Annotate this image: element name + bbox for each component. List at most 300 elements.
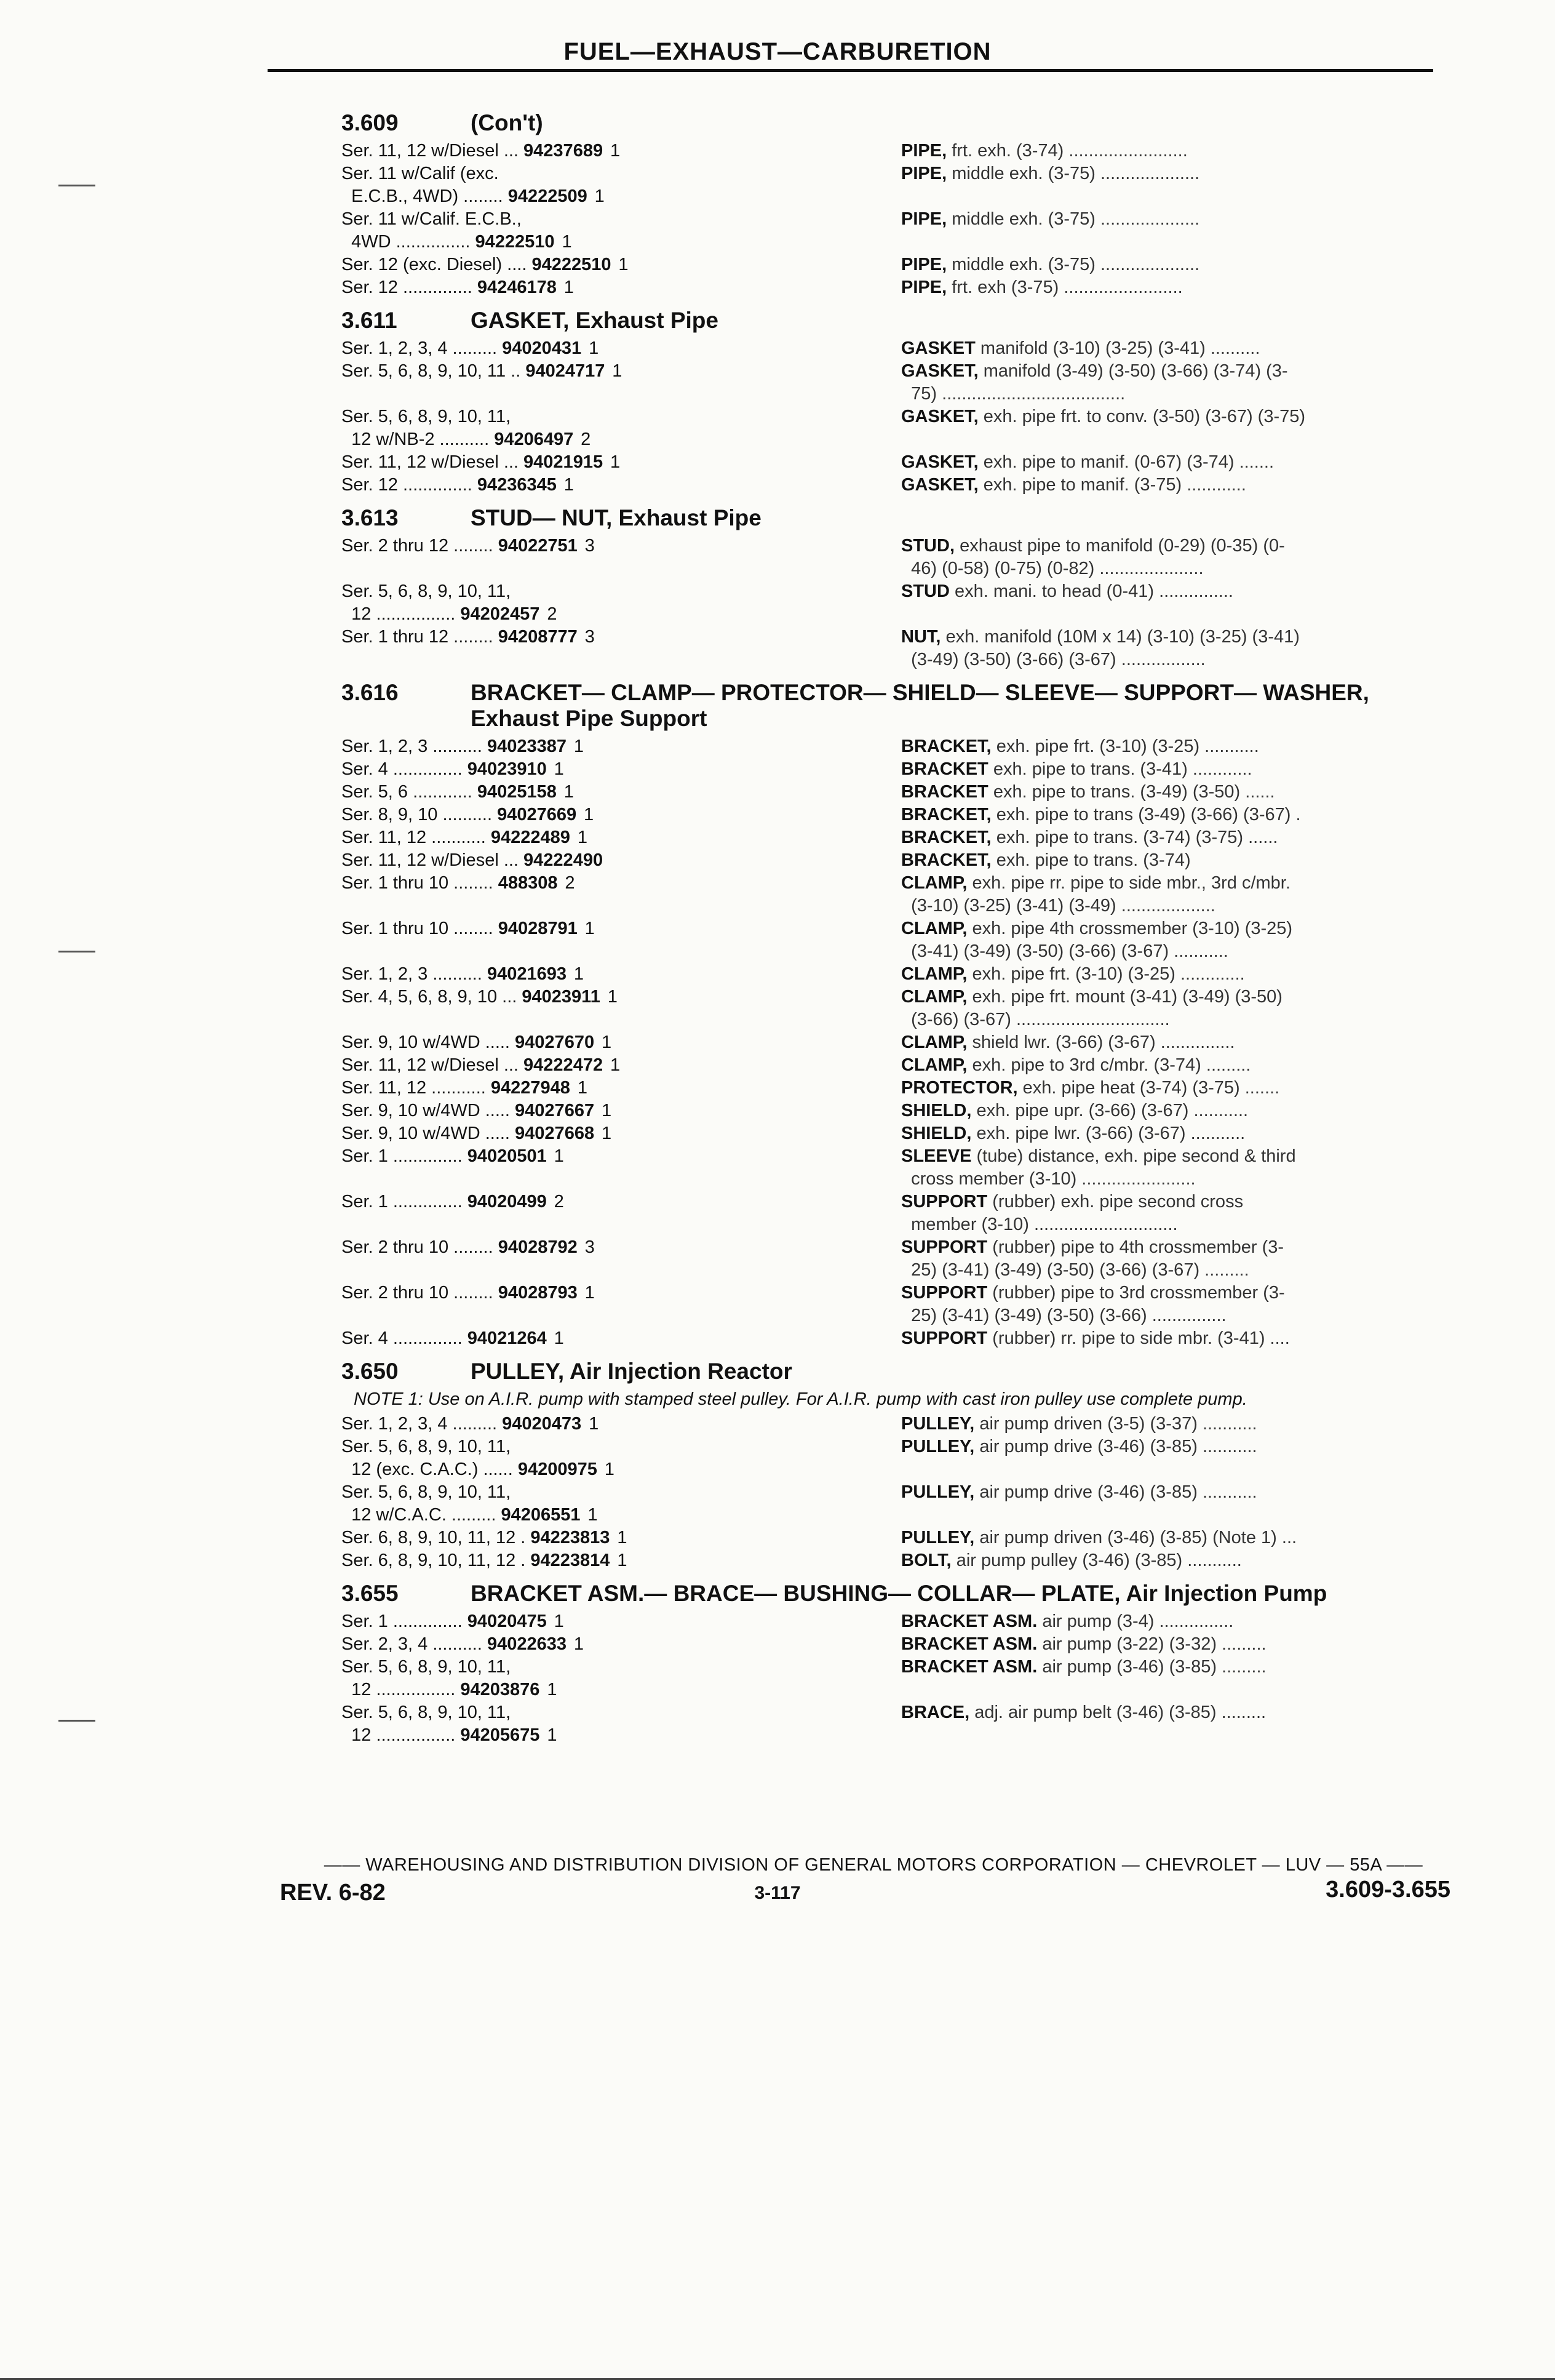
- part-name: CLAMP,: [901, 873, 968, 893]
- part-description: [901, 1413, 1442, 1436]
- description-text: air pump drive (3-46) (3-85) ...........: [979, 1437, 1257, 1456]
- part-name: PULLEY,: [901, 1528, 975, 1547]
- description-text: exh. pipe to trans. (3-41) ............: [993, 759, 1252, 779]
- part-applicability: [341, 963, 901, 986]
- part-number: 94200975: [517, 1460, 597, 1479]
- part-name: PULLEY,: [901, 1414, 975, 1434]
- description-text: air pump pulley (3-46) (3-85) ...........: [956, 1551, 1242, 1570]
- part-name: BRACKET: [901, 759, 988, 779]
- part-applicability: [341, 804, 901, 826]
- applicability-line: [341, 872, 901, 895]
- part-number: 94021264: [467, 1328, 547, 1348]
- part-row: [341, 1481, 1442, 1527]
- description-line: [901, 405, 1436, 428]
- quantity: 1: [577, 1078, 587, 1098]
- description-line: [901, 1527, 1436, 1549]
- part-number: 94028793: [498, 1283, 578, 1303]
- part-applicability: [341, 474, 901, 497]
- description-text: (3-66) (3-67) ...............................: [901, 1010, 1170, 1029]
- part-name: SUPPORT: [901, 1328, 988, 1348]
- part-row: [341, 580, 1442, 626]
- parts-catalog: [341, 102, 1442, 1747]
- description-line: [901, 383, 1436, 405]
- part-applicability: [341, 781, 901, 804]
- part-row: [341, 626, 1442, 671]
- quantity: 1: [573, 1634, 584, 1654]
- part-applicability: [341, 1054, 901, 1077]
- section-title: STUD— NUT, Exhaust Pipe: [471, 505, 762, 530]
- description-line: [901, 1633, 1436, 1656]
- series-text: Ser. 8, 9, 10 ..........: [341, 805, 498, 825]
- section-heading: [341, 308, 1442, 333]
- part-row: [341, 917, 1442, 963]
- series-text: Ser. 4, 5, 6, 8, 9, 10 ...: [341, 987, 522, 1007]
- quantity: 1: [547, 1680, 557, 1699]
- series-text: Ser. 9, 10 w/4WD .....: [341, 1032, 515, 1052]
- part-row: [341, 474, 1442, 497]
- description-text: air pump drive (3-46) (3-85) ...........: [979, 1482, 1257, 1502]
- series-text: Ser. 11, 12 w/Diesel ...: [341, 452, 524, 472]
- part-name: GASKET,: [901, 407, 979, 426]
- description-text: middle exh. (3-75) ....................: [952, 255, 1200, 274]
- part-applicability: [341, 1413, 901, 1436]
- part-applicability: [341, 535, 901, 580]
- applicability-line: [341, 231, 901, 254]
- applicability-line: [341, 1504, 901, 1527]
- part-description: [901, 1077, 1442, 1100]
- part-row: [341, 1656, 1442, 1701]
- description-line: [901, 1077, 1436, 1100]
- part-name: GASKET,: [901, 361, 979, 381]
- description-line: [901, 1191, 1436, 1213]
- quantity: 1: [584, 919, 595, 938]
- part-applicability: [341, 1481, 901, 1527]
- part-description: [901, 1100, 1442, 1122]
- description-text: (3-49) (3-50) (3-66) (3-67) .................: [901, 650, 1206, 669]
- part-number: 94023387: [487, 737, 567, 756]
- applicability-line: [341, 1610, 901, 1633]
- applicability-line: [341, 1436, 901, 1458]
- quantity: 1: [584, 1283, 595, 1303]
- part-description: [901, 360, 1442, 405]
- applicability-line: [341, 1282, 901, 1304]
- series-text: Ser. 2, 3, 4 ..........: [341, 1634, 487, 1654]
- description-text: exh. pipe upr. (3-66) (3-67) ...........: [976, 1101, 1249, 1120]
- series-text: Ser. 12 ..............: [341, 475, 477, 495]
- description-line: [901, 1008, 1436, 1031]
- series-text: Ser. 5, 6, 8, 9, 10, 11,: [341, 1482, 511, 1502]
- part-applicability: [341, 140, 901, 162]
- description-line: [901, 1481, 1436, 1504]
- part-name: PIPE,: [901, 255, 947, 274]
- description-line: [901, 917, 1436, 940]
- quantity: 3: [584, 1237, 595, 1257]
- part-number: 94027670: [515, 1032, 595, 1052]
- description-line: [901, 140, 1436, 162]
- series-text: Ser. 9, 10 w/4WD .....: [341, 1124, 515, 1143]
- part-applicability: [341, 1633, 901, 1656]
- description-text: exh. manifold (10M x 14) (3-10) (3-25) (3-41): [945, 627, 1300, 647]
- description-line: [901, 626, 1436, 649]
- quantity: 1: [610, 452, 621, 472]
- quantity: 1: [554, 759, 564, 779]
- part-name: BRACKET ASM.: [901, 1611, 1038, 1631]
- part-description: [901, 826, 1442, 849]
- description-text: manifold (3-49) (3-50) (3-66) (3-74) (3-: [983, 361, 1288, 381]
- description-line: [901, 535, 1436, 557]
- part-number: 94222490: [523, 850, 603, 870]
- quantity: 1: [554, 1328, 564, 1348]
- quantity: 1: [587, 1505, 598, 1525]
- quantity: 2: [554, 1192, 564, 1212]
- series-text: Ser. 1 ..............: [341, 1146, 467, 1166]
- description-line: [901, 1413, 1436, 1436]
- part-applicability: [341, 917, 901, 963]
- quantity: 1: [612, 361, 622, 381]
- description-text: (3-10) (3-25) (3-41) (3-49) ...................: [901, 896, 1215, 916]
- part-number: 94222472: [523, 1055, 603, 1075]
- applicability-line: [341, 986, 901, 1008]
- part-description: [901, 1633, 1442, 1656]
- quantity: 1: [554, 1611, 564, 1631]
- series-text: Ser. 11, 12 w/Diesel ...: [341, 141, 524, 161]
- section-heading: [341, 1359, 1442, 1384]
- part-applicability: [341, 872, 901, 917]
- part-description: [901, 849, 1442, 872]
- part-applicability: [341, 1701, 901, 1747]
- series-text: Ser. 2 thru 10 ........: [341, 1283, 498, 1303]
- quantity: 1: [563, 475, 574, 495]
- quantity: 1: [617, 1551, 627, 1570]
- quantity: 2: [565, 873, 575, 893]
- section-title: PULLEY, Air Injection Reactor: [471, 1359, 792, 1384]
- part-description: [901, 140, 1442, 162]
- quantity: 1: [573, 964, 584, 984]
- series-text: Ser. 4 ..............: [341, 759, 467, 779]
- part-number: 94027668: [515, 1124, 595, 1143]
- part-description: [901, 758, 1442, 781]
- part-name: BRACKET,: [901, 850, 992, 870]
- description-line: [901, 1122, 1436, 1145]
- part-number: 94020431: [502, 338, 582, 358]
- part-name: SUPPORT: [901, 1192, 988, 1212]
- part-applicability: [341, 826, 901, 849]
- part-row: [341, 1610, 1442, 1633]
- part-description: [901, 781, 1442, 804]
- part-name: BRACKET,: [901, 805, 992, 825]
- catalog-section: [341, 680, 1442, 1350]
- description-text: exh. pipe frt. (3-10) (3-25) .............: [972, 964, 1245, 984]
- applicability-line: [341, 1122, 901, 1145]
- series-text: Ser. 11, 12 w/Diesel ...: [341, 1055, 524, 1075]
- part-number: 94222509: [507, 186, 587, 206]
- applicability-line: [341, 1054, 901, 1077]
- part-applicability: [341, 162, 901, 208]
- part-applicability: [341, 1610, 901, 1633]
- part-number: 94223814: [530, 1551, 610, 1570]
- description-line: [901, 557, 1436, 580]
- part-row: [341, 735, 1442, 758]
- part-number: 94223813: [530, 1528, 610, 1547]
- description-text: 25) (3-41) (3-49) (3-50) (3-66) (3-67) .........: [901, 1260, 1249, 1280]
- part-applicability: [341, 1031, 901, 1054]
- part-number: 94205675: [460, 1725, 540, 1745]
- part-description: [901, 1122, 1442, 1145]
- part-row: [341, 1527, 1442, 1549]
- section-heading: [341, 110, 1442, 136]
- applicability-line: [341, 735, 901, 758]
- part-applicability: [341, 986, 901, 1031]
- description-line: [901, 940, 1436, 963]
- description-text: manifold (3-10) (3-25) (3-41) ..........: [980, 338, 1260, 358]
- description-text: exh. pipe to trans. (3-74): [996, 850, 1191, 870]
- description-line: [901, 735, 1436, 758]
- part-name: SUPPORT: [901, 1283, 988, 1303]
- part-applicability: [341, 337, 901, 360]
- applicability-line: [341, 535, 901, 557]
- series-text: 12 (exc. C.A.C.) ......: [341, 1460, 518, 1479]
- section-number: 3.650: [341, 1359, 399, 1384]
- part-name: STUD: [901, 581, 950, 601]
- description-text: exh. pipe frt. mount (3-41) (3-49) (3-50): [972, 987, 1283, 1007]
- quantity: 1: [610, 1055, 621, 1075]
- part-name: SHIELD,: [901, 1101, 972, 1120]
- part-number: 94020475: [467, 1611, 547, 1631]
- part-description: [901, 535, 1442, 580]
- part-description: [901, 1436, 1442, 1481]
- applicability-line: [341, 1527, 901, 1549]
- series-text: Ser. 1, 2, 3 ..........: [341, 964, 487, 984]
- part-number: 94028792: [498, 1237, 578, 1257]
- description-line: [901, 1145, 1436, 1168]
- quantity: 1: [577, 828, 587, 847]
- part-description: [901, 208, 1442, 254]
- description-line: [901, 474, 1436, 497]
- series-text: Ser. 1 thru 10 ........: [341, 873, 498, 893]
- description-text: exh. pipe rr. pipe to side mbr., 3rd c/mbr.: [972, 873, 1291, 893]
- series-text: Ser. 1, 2, 3, 4 .........: [341, 338, 503, 358]
- series-text: Ser. 1, 2, 3 ..........: [341, 737, 487, 756]
- part-row: [341, 963, 1442, 986]
- part-number: 94236345: [477, 475, 557, 495]
- applicability-line: [341, 1077, 901, 1100]
- part-description: [901, 1031, 1442, 1054]
- description-line: [901, 963, 1436, 986]
- part-name: NUT,: [901, 627, 941, 647]
- description-text: exh. pipe frt. (3-10) (3-25) ...........: [996, 737, 1259, 756]
- series-text: Ser. 11 w/Calif. E.C.B.,: [341, 209, 522, 229]
- part-name: BRACE,: [901, 1703, 970, 1722]
- applicability-line: [341, 626, 901, 649]
- applicability-line: [341, 405, 901, 428]
- description-line: [901, 162, 1436, 185]
- quantity: 1: [589, 338, 599, 358]
- catalog-section: [341, 505, 1442, 671]
- part-description: [901, 626, 1442, 671]
- part-number: 94028791: [498, 919, 578, 938]
- margin-mark: [58, 185, 95, 186]
- description-line: [901, 1701, 1436, 1724]
- applicability-line: [341, 1701, 901, 1724]
- part-name: PIPE,: [901, 164, 947, 183]
- series-text: 12 w/NB-2 ..........: [341, 429, 495, 449]
- applicability-line: [341, 140, 901, 162]
- description-line: [901, 649, 1436, 671]
- part-row: [341, 1191, 1442, 1236]
- applicability-line: [341, 337, 901, 360]
- quantity: 2: [581, 429, 591, 449]
- section-number: 3.616: [341, 680, 399, 705]
- part-applicability: [341, 1100, 901, 1122]
- part-applicability: [341, 1191, 901, 1236]
- section-number: 3.609: [341, 110, 399, 135]
- part-description: [901, 1236, 1442, 1282]
- part-row: [341, 1633, 1442, 1656]
- applicability-line: [341, 580, 901, 603]
- applicability-line: [341, 451, 901, 474]
- part-row: [341, 162, 1442, 208]
- description-line: [901, 895, 1436, 917]
- part-applicability: [341, 254, 901, 276]
- description-line: [901, 758, 1436, 781]
- part-description: [901, 1145, 1442, 1191]
- section-note: NOTE 1: Use on A.I.R. pump with stamped steel pulley. For A.I.R. pump with cast iron pulley use complete pump.: [354, 1389, 1247, 1409]
- part-name: BRACKET ASM.: [901, 1634, 1038, 1654]
- applicability-line: [341, 1724, 901, 1747]
- description-text: middle exh. (3-75) ....................: [952, 164, 1200, 183]
- part-name: CLAMP,: [901, 1032, 968, 1052]
- part-number: 94027667: [515, 1101, 595, 1120]
- part-description: [901, 1701, 1442, 1747]
- applicability-line: [341, 1327, 901, 1350]
- part-number: 94023911: [522, 987, 600, 1007]
- description-line: [901, 1054, 1436, 1077]
- part-number: 94020499: [467, 1192, 547, 1212]
- part-row: [341, 535, 1442, 580]
- part-number: 94208777: [498, 627, 578, 647]
- part-name: BRACKET,: [901, 737, 992, 756]
- section-heading: [341, 680, 1442, 732]
- description-text: adj. air pump belt (3-46) (3-85) .........: [974, 1703, 1267, 1722]
- series-text: Ser. 11 w/Calif (exc.: [341, 164, 499, 183]
- part-row: [341, 1327, 1442, 1350]
- part-row: [341, 781, 1442, 804]
- description-text: exh. pipe frt. to conv. (3-50) (3-67) (3-75): [983, 407, 1306, 426]
- part-description: [901, 254, 1442, 276]
- series-text: Ser. 1, 2, 3, 4 .........: [341, 1414, 503, 1434]
- part-number: 94021915: [523, 452, 603, 472]
- part-number: 94203876: [460, 1680, 540, 1699]
- series-text: Ser. 11, 12 w/Diesel ...: [341, 850, 524, 870]
- part-applicability: [341, 1282, 901, 1327]
- part-applicability: [341, 1236, 901, 1282]
- part-description: [901, 337, 1442, 360]
- applicability-line: [341, 1413, 901, 1436]
- part-name: BRACKET: [901, 782, 988, 802]
- applicability-line: [341, 804, 901, 826]
- part-name: PIPE,: [901, 141, 947, 161]
- description-text: exh. pipe to manif. (3-75) ............: [983, 475, 1246, 495]
- description-text: 46) (0-58) (0-75) (0-82) .....................: [901, 559, 1204, 578]
- quantity: 3: [584, 627, 595, 647]
- part-row: [341, 758, 1442, 781]
- section-number: 3.611: [341, 308, 397, 333]
- applicability-line: [341, 276, 901, 299]
- series-text: 12 w/C.A.C. .........: [341, 1505, 501, 1525]
- part-applicability: [341, 626, 901, 671]
- series-text: 12 ................: [341, 604, 461, 624]
- section-title: BRACKET— CLAMP— PROTECTOR— SHIELD— SLEEVE— SUPPORT— WASHER, Exhaust Pipe Support: [471, 680, 1369, 731]
- description-line: [901, 1549, 1436, 1572]
- part-description: [901, 1191, 1442, 1236]
- series-text: Ser. 2 thru 12 ........: [341, 536, 498, 556]
- series-text: Ser. 1 ..............: [341, 1611, 467, 1631]
- part-row: [341, 1701, 1442, 1747]
- part-row: [341, 405, 1442, 451]
- part-applicability: [341, 735, 901, 758]
- part-row: [341, 360, 1442, 405]
- applicability-line: [341, 185, 901, 208]
- part-row: [341, 1236, 1442, 1282]
- part-description: [901, 735, 1442, 758]
- description-line: [901, 872, 1436, 895]
- part-applicability: [341, 276, 901, 299]
- catalog-section: [341, 1581, 1442, 1747]
- applicability-line: [341, 1191, 901, 1213]
- part-applicability: [341, 360, 901, 405]
- part-name: CLAMP,: [901, 964, 968, 984]
- part-number: 94024717: [525, 361, 605, 381]
- section-range: 3.609-3.655: [1326, 1877, 1450, 1903]
- part-row: [341, 1436, 1442, 1481]
- quantity: 1: [617, 1528, 627, 1547]
- applicability-line: [341, 162, 901, 185]
- applicability-line: [341, 1633, 901, 1656]
- description-line: [901, 1327, 1436, 1350]
- description-text: (rubber) exh. pipe second cross: [992, 1192, 1244, 1212]
- description-line: [901, 804, 1436, 826]
- part-description: [901, 804, 1442, 826]
- description-line: [901, 781, 1436, 804]
- description-line: [901, 1259, 1436, 1282]
- description-text: exh. pipe to 3rd c/mbr. (3-74) .........: [972, 1055, 1251, 1075]
- part-number: 94206551: [501, 1505, 581, 1525]
- applicability-line: [341, 428, 901, 451]
- quantity: 2: [547, 604, 557, 624]
- description-text: middle exh. (3-75) ....................: [952, 209, 1200, 229]
- part-number: 94022633: [487, 1634, 567, 1654]
- part-applicability: [341, 1077, 901, 1100]
- description-line: [901, 1168, 1436, 1191]
- quantity: 1: [589, 1414, 599, 1434]
- part-number: 94021693: [487, 964, 567, 984]
- series-text: Ser. 1 thru 12 ........: [341, 627, 498, 647]
- series-text: Ser. 1 thru 10 ........: [341, 919, 498, 938]
- quantity: 1: [563, 782, 574, 802]
- quantity: 1: [547, 1725, 557, 1745]
- part-name: STUD,: [901, 536, 955, 556]
- part-row: [341, 804, 1442, 826]
- description-text: frt. exh. (3-74) ........................: [952, 141, 1188, 161]
- part-number: 488308: [498, 873, 558, 893]
- part-description: [901, 1481, 1442, 1527]
- part-name: CLAMP,: [901, 1055, 968, 1075]
- part-description: [901, 451, 1442, 474]
- part-description: [901, 1327, 1442, 1350]
- margin-mark: [58, 1720, 95, 1722]
- series-text: Ser. 1 ..............: [341, 1192, 467, 1212]
- part-applicability: [341, 1122, 901, 1145]
